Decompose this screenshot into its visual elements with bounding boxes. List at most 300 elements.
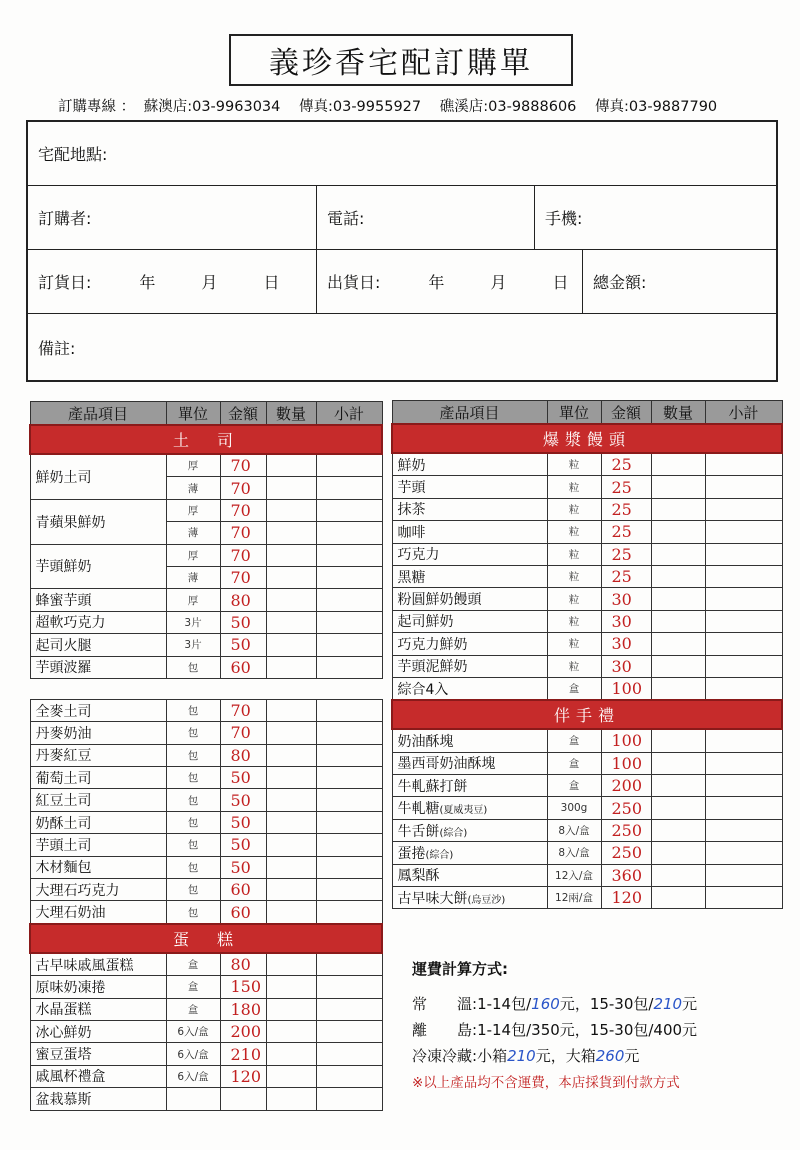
quantity-cell[interactable] [266, 1020, 316, 1042]
unit-cell: 6入/盒 [166, 1020, 220, 1042]
product-name-text: 咖啡 [397, 524, 426, 541]
remark-field[interactable] [28, 314, 776, 380]
product-name-text: 冰心鮮奶 [35, 1024, 92, 1041]
subtotal-cell [705, 588, 782, 610]
product-name [30, 699, 166, 721]
unit-cell: 包 [166, 856, 220, 878]
price-cell: 50 [220, 611, 266, 633]
subtotal-cell [316, 499, 382, 521]
subtotal-cell [705, 633, 782, 655]
subtotal-cell [316, 856, 382, 878]
quantity-cell[interactable] [651, 677, 705, 700]
table-row [30, 499, 382, 521]
product-name [30, 998, 166, 1020]
order-day-label: 日 [263, 273, 280, 292]
subtotal-cell [705, 775, 782, 797]
price-cell: 100 [601, 752, 651, 774]
normal-text-c: 元 [682, 995, 698, 1013]
product-name [392, 752, 547, 774]
order-date-field[interactable] [28, 250, 316, 313]
price-cell: 100 [601, 677, 651, 700]
island-text: 1-14包/350元，15-30包/400元 [477, 1021, 698, 1039]
unit-cell: 盒 [547, 752, 601, 774]
quantity-cell[interactable] [651, 887, 705, 909]
product-name [30, 722, 166, 744]
product-name [392, 729, 547, 752]
product-name-text: 戚風杯禮盒 [35, 1069, 106, 1086]
quantity-cell[interactable] [651, 476, 705, 498]
quantity-cell[interactable] [266, 589, 316, 611]
store1-phone: 蘇澳店:03-9963034 [143, 99, 281, 115]
quantity-cell[interactable] [266, 454, 316, 477]
table-row [30, 634, 382, 656]
ship-date-field[interactable] [316, 250, 582, 313]
price-cell: 25 [601, 521, 651, 543]
normal-label: 常 溫: [412, 995, 478, 1013]
quantity-cell[interactable] [651, 797, 705, 819]
section-bun-label: 爆漿饅頭 [392, 424, 782, 453]
unit-cell: 粒 [547, 610, 601, 632]
price-cell: 180 [220, 998, 266, 1020]
unit-cell: 3片 [166, 611, 220, 633]
price-cell: 60 [220, 901, 266, 924]
table-row [30, 1020, 382, 1042]
product-name [392, 565, 547, 587]
normal-text-a: 1-14包/ [477, 995, 532, 1013]
unit-cell: 300g [547, 797, 601, 819]
product-name-text: 丹麥奶油 [35, 725, 92, 742]
quantity-cell[interactable] [266, 656, 316, 678]
quantity-cell[interactable] [651, 498, 705, 520]
table-row [30, 1065, 382, 1087]
product-name [30, 634, 166, 656]
quantity-cell[interactable] [266, 544, 316, 566]
price-cell: 70 [220, 499, 266, 521]
product-name-text: 牛軋糖 [397, 801, 440, 818]
price-cell: 25 [601, 453, 651, 476]
table-row [392, 453, 782, 476]
table-row [30, 544, 382, 566]
subtotal-cell [705, 498, 782, 520]
store2-phone: 礁溪店:03-9888606 [439, 99, 577, 115]
subtotal-cell [316, 976, 382, 998]
table-row [30, 767, 382, 789]
unit-cell: 包 [166, 767, 220, 789]
product-name-text: 蜜豆蛋塔 [35, 1047, 92, 1064]
price-cell: 25 [601, 476, 651, 498]
table-row [392, 521, 782, 543]
buyer-field[interactable] [28, 186, 316, 249]
quantity-cell[interactable] [651, 521, 705, 543]
right-header-3: 數量 [651, 401, 705, 425]
quantity-cell[interactable] [266, 566, 316, 588]
quantity-cell[interactable] [266, 789, 316, 811]
frozen-small-price: 210 [507, 1047, 536, 1065]
table-row [392, 498, 782, 520]
table-row [392, 565, 782, 587]
product-name [30, 767, 166, 789]
product-name [30, 656, 166, 678]
product-name-text: 粉圓鮮奶饅頭 [397, 592, 482, 609]
product-name-text: 墨西哥奶油酥塊 [397, 756, 496, 773]
table-row [30, 953, 382, 976]
table-row [392, 677, 782, 700]
order-date-label: 訂貨日: [38, 273, 92, 292]
table-row [30, 699, 382, 721]
product-name [392, 677, 547, 700]
unit-cell: 粒 [547, 476, 601, 498]
table-row [30, 789, 382, 811]
subtotal-cell [316, 789, 382, 811]
product-name-text: 大理石奶油 [35, 905, 106, 922]
product-name-text: 巧克力鮮奶 [397, 636, 468, 653]
table-row [392, 887, 782, 909]
price-cell: 70 [220, 722, 266, 744]
price-cell: 100 [601, 729, 651, 752]
subtotal-cell [316, 477, 382, 499]
price-cell: 200 [601, 775, 651, 797]
price-cell: 60 [220, 879, 266, 901]
product-name-text: 紅豆土司 [35, 793, 92, 810]
product-name-text: 黑糖 [397, 569, 426, 586]
table-row [30, 856, 382, 878]
unit-cell: 6入/盒 [166, 1043, 220, 1065]
product-name-text: 牛軋蘇打餅 [397, 778, 468, 795]
product-name [392, 588, 547, 610]
price-cell: 70 [220, 477, 266, 499]
mobile-label: 手機: [545, 209, 583, 228]
phone-field[interactable] [316, 186, 534, 249]
store2-fax: 傳真:03-9887790 [595, 99, 718, 115]
normal-large-price: 210 [653, 995, 683, 1013]
subtotal-cell [316, 454, 382, 477]
unit-cell: 薄 [166, 522, 220, 544]
quantity-cell[interactable] [266, 722, 316, 744]
product-name [392, 864, 547, 886]
price-cell: 60 [220, 656, 266, 678]
product-name-text: 蛋捲 [397, 845, 426, 862]
product-name [392, 655, 547, 677]
product-name-text: 芋頭波羅 [35, 660, 92, 677]
subtotal-cell [316, 699, 382, 721]
product-name-text: 水晶蛋糕 [35, 1002, 92, 1019]
table-row [392, 588, 782, 610]
unit-cell: 盒 [547, 677, 601, 700]
price-cell: 250 [601, 842, 651, 864]
product-name [30, 1043, 166, 1065]
quantity-cell[interactable] [266, 834, 316, 856]
quantity-cell[interactable] [651, 864, 705, 886]
price-cell: 200 [220, 1020, 266, 1042]
subtotal-cell [316, 566, 382, 588]
subtotal-cell [705, 453, 782, 476]
quantity-cell[interactable] [651, 775, 705, 797]
product-name [30, 744, 166, 766]
subtotal-cell [316, 879, 382, 901]
unit-cell: 包 [166, 744, 220, 766]
table-row [30, 811, 382, 833]
quantity-cell[interactable] [266, 611, 316, 633]
quantity-cell[interactable] [651, 633, 705, 655]
subtotal-cell [705, 797, 782, 819]
quantity-cell[interactable] [266, 998, 316, 1020]
unit-cell: 12入/盒 [547, 864, 601, 886]
total-label: 總金額: [593, 273, 647, 292]
subtotal-cell [316, 589, 382, 611]
quantity-cell[interactable] [266, 522, 316, 544]
frozen-text-c: 元 [624, 1047, 640, 1065]
subtotal-cell [316, 1020, 382, 1042]
section-gift-label: 伴手禮 [392, 700, 782, 729]
quantity-cell[interactable] [651, 752, 705, 774]
product-name [392, 797, 547, 819]
quantity-cell[interactable] [266, 976, 316, 998]
quantity-cell[interactable] [266, 879, 316, 901]
subtotal-cell [316, 834, 382, 856]
quantity-cell[interactable] [266, 634, 316, 656]
quantity-cell[interactable] [266, 744, 316, 766]
section-toast [30, 425, 382, 454]
price-cell: 30 [601, 610, 651, 632]
price-cell: 70 [220, 699, 266, 721]
subtotal-cell [316, 544, 382, 566]
price-cell: 50 [220, 811, 266, 833]
subtotal-cell [316, 767, 382, 789]
table-row [392, 655, 782, 677]
subtotal-cell [316, 1065, 382, 1087]
table-row [30, 901, 382, 924]
quantity-cell[interactable] [651, 453, 705, 476]
product-name [30, 789, 166, 811]
frozen-label: 冷凍冷藏: [412, 1047, 478, 1065]
unit-cell: 包 [166, 699, 220, 721]
left-header-3: 數量 [266, 402, 316, 426]
frozen-text-a: 小箱 [477, 1047, 508, 1065]
quantity-cell[interactable] [266, 1065, 316, 1087]
frozen-text-b: 元，大箱 [535, 1047, 596, 1065]
mobile-field[interactable] [534, 186, 776, 249]
subtotal-cell [316, 656, 382, 678]
subtotal-cell [705, 887, 782, 909]
product-name [392, 610, 547, 632]
price-cell: 25 [601, 498, 651, 520]
shipping-info [412, 958, 792, 1091]
price-cell: 50 [220, 856, 266, 878]
subtotal-cell [316, 611, 382, 633]
left-header-4: 小計 [316, 402, 382, 426]
quantity-cell[interactable] [266, 811, 316, 833]
product-name-text: 丹麥紅豆 [35, 748, 92, 765]
product-name [30, 589, 166, 611]
table-row [392, 819, 782, 841]
product-name: 鮮奶土司 [30, 454, 166, 499]
unit-cell: 粒 [547, 543, 601, 565]
unit-cell: 厚 [166, 499, 220, 521]
quantity-cell[interactable] [266, 499, 316, 521]
product-name: 芋頭鮮奶 [30, 544, 166, 589]
product-name [30, 856, 166, 878]
price-cell: 120 [220, 1065, 266, 1087]
product-name [392, 887, 547, 909]
product-name [30, 953, 166, 976]
price-cell: 250 [601, 797, 651, 819]
subtotal-cell [705, 476, 782, 498]
product-name [30, 976, 166, 998]
quantity-cell[interactable] [266, 767, 316, 789]
price-cell: 80 [220, 953, 266, 976]
price-cell: 50 [220, 834, 266, 856]
table-row [30, 611, 382, 633]
table-row [392, 476, 782, 498]
left-product-table [29, 401, 383, 1111]
unit-cell: 盒 [166, 998, 220, 1020]
unit-cell: 包 [166, 811, 220, 833]
right-header-4: 小計 [705, 401, 782, 425]
unit-cell: 包 [166, 789, 220, 811]
address-label: 宅配地點: [38, 145, 108, 164]
section-toast-label: 土 司 [30, 425, 382, 454]
product-name [30, 879, 166, 901]
section-gift [392, 700, 782, 729]
product-name [392, 775, 547, 797]
normal-text-b: 元，15-30包/ [559, 995, 654, 1013]
product-name-text: 芋頭土司 [35, 837, 92, 854]
product-name-text: 盆栽慕斯 [35, 1091, 92, 1108]
order-year-label: 年 [139, 273, 156, 292]
price-cell: 250 [601, 819, 651, 841]
product-name [392, 453, 547, 476]
quantity-cell[interactable] [266, 477, 316, 499]
left-header-2: 金額 [220, 402, 266, 426]
unit-cell: 厚 [166, 544, 220, 566]
unit-cell: 粒 [547, 453, 601, 476]
product-name-text: 全麥土司 [35, 703, 92, 720]
price-cell: 150 [220, 976, 266, 998]
price-cell: 25 [601, 543, 651, 565]
section-bun [392, 424, 782, 453]
unit-cell: 盒 [166, 976, 220, 998]
unit-cell: 粒 [547, 521, 601, 543]
ship-day-label: 日 [552, 273, 569, 292]
price-cell: 30 [601, 633, 651, 655]
table-row [392, 842, 782, 864]
product-name-text: 古早味大餅 [397, 890, 468, 907]
unit-cell: 薄 [166, 477, 220, 499]
table-row [30, 722, 382, 744]
product-name [392, 543, 547, 565]
ship-date-label: 出貨日: [327, 273, 381, 292]
product-name [30, 1088, 166, 1110]
quantity-cell[interactable] [651, 819, 705, 841]
shipping-note: ※以上產品均不含運費，本店採貨到付款方式 [412, 1075, 680, 1091]
quantity-cell[interactable] [651, 565, 705, 587]
price-cell [220, 1088, 266, 1110]
product-name [30, 901, 166, 924]
price-cell: 70 [220, 454, 266, 477]
table-row [30, 589, 382, 611]
quantity-cell[interactable] [266, 1088, 316, 1110]
quantity-cell[interactable] [266, 856, 316, 878]
price-cell: 70 [220, 566, 266, 588]
quantity-cell[interactable] [651, 610, 705, 632]
subtotal-cell [316, 998, 382, 1020]
order-month-label: 月 [201, 273, 218, 292]
quantity-cell[interactable] [651, 588, 705, 610]
product-name-text: 起司鮮奶 [397, 614, 454, 631]
phone-label: 電話: [327, 209, 365, 228]
subtotal-cell [316, 1088, 382, 1110]
product-name [30, 811, 166, 833]
buyer-label: 訂購者: [38, 209, 92, 228]
shipping-frozen [412, 1045, 792, 1066]
unit-cell: 薄 [166, 566, 220, 588]
quantity-cell[interactable] [266, 953, 316, 976]
shipping-title: 運費計算方式: [412, 960, 508, 978]
price-cell: 70 [220, 522, 266, 544]
product-name [30, 1020, 166, 1042]
subtotal-cell [705, 677, 782, 700]
product-note: (烏豆沙) [467, 894, 506, 906]
price-cell: 30 [601, 655, 651, 677]
price-cell: 50 [220, 634, 266, 656]
spacer-cell [30, 678, 382, 699]
page-title: 義珍香宅配訂購單 [229, 34, 573, 86]
product-name [392, 633, 547, 655]
table-row [392, 633, 782, 655]
quantity-cell[interactable] [651, 842, 705, 864]
product-name-text: 大理石巧克力 [35, 882, 120, 899]
product-name [30, 611, 166, 633]
quantity-cell[interactable] [266, 1043, 316, 1065]
product-name [392, 842, 547, 864]
subtotal-cell [316, 1043, 382, 1065]
table-row [30, 744, 382, 766]
unit-cell: 包 [166, 834, 220, 856]
unit-cell: 包 [166, 879, 220, 901]
unit-cell: 包 [166, 722, 220, 744]
total-field[interactable] [582, 250, 776, 313]
shipping-island [412, 1019, 792, 1040]
quantity-cell[interactable] [266, 699, 316, 721]
quantity-cell[interactable] [266, 901, 316, 924]
product-name-text: 鳳梨酥 [397, 868, 440, 885]
quantity-cell[interactable] [651, 655, 705, 677]
unit-cell [166, 1088, 220, 1110]
store1-fax: 傳真:03-9955927 [298, 99, 422, 115]
product-note: (綜合) [439, 827, 468, 839]
product-name-text: 芋頭泥鮮奶 [397, 659, 468, 676]
unit-cell: 包 [166, 901, 220, 924]
price-cell: 120 [601, 887, 651, 909]
quantity-cell[interactable] [651, 729, 705, 752]
product-name-text: 葡萄土司 [35, 770, 92, 787]
subtotal-cell [316, 744, 382, 766]
price-cell: 70 [220, 544, 266, 566]
product-name [30, 834, 166, 856]
subtotal-cell [705, 752, 782, 774]
price-cell: 25 [601, 565, 651, 587]
subtotal-cell [705, 842, 782, 864]
table-row [30, 834, 382, 856]
unit-cell: 8入/盒 [547, 842, 601, 864]
unit-cell: 盒 [166, 953, 220, 976]
address-field[interactable] [28, 122, 776, 185]
subtotal-cell [316, 901, 382, 924]
unit-cell: 厚 [166, 589, 220, 611]
price-cell: 210 [220, 1043, 266, 1065]
quantity-cell[interactable] [651, 543, 705, 565]
shipping-normal [412, 993, 792, 1014]
